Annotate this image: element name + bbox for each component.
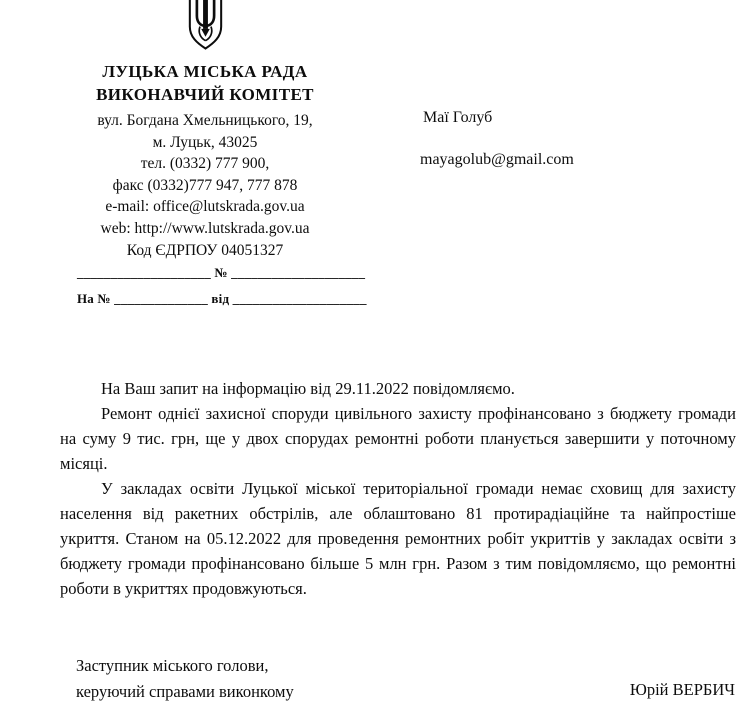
body-paragraph-3: У закладах освіти Луцької міської територіальної громади немає сховищ для захисту населення від ракетних обстрілів, але облаштовано 81 протирадіаційне та найпростіше укриття. Станом на 05.12.2022 для проведення ремонтних робіт укриттів у закладах освіти з бюджету громади профінансовано більше 5 млн грн. Разом з тим повідомляємо, що ремонтні роботи в укриттях продовжуються. xyxy=(60,479,736,598)
outgoing-number-line: ____________________ № ____________________ xyxy=(77,265,366,280)
signer-name: Юрій ВЕРБИЧ xyxy=(629,680,735,699)
address-edrpou: Код ЄДРПОУ 04051327 xyxy=(126,241,284,259)
address-fax: факс (0332)777 947, 777 878 xyxy=(112,176,298,194)
body-paragraph-2: Ремонт однієї захисної споруди цивільного захисту профінансовано з бюджету громади на суму 9 тис. грн, ще у двох спорудах ремонтні роботи планується завершити у поточному місяці. xyxy=(60,404,736,473)
letter-body xyxy=(60,376,736,601)
letterhead-address-block xyxy=(40,110,370,261)
signer-title-line2: керуючий справами виконкому xyxy=(76,682,294,701)
address-email: e-mail: office@lutskrada.gov.ua xyxy=(105,198,305,216)
address-phone: тел. (0332) 777 900, xyxy=(140,155,270,173)
address-city: м. Луцьк, 43025 xyxy=(152,133,258,151)
recipient-email: mayagolub@gmail.com xyxy=(420,151,574,168)
signer-title xyxy=(76,653,294,705)
recipient-name: Маї Голуб xyxy=(423,109,493,126)
ukraine-trident-icon xyxy=(182,0,229,59)
org-name-line1: ЛУЦЬКА МІСЬКА РАДА xyxy=(102,62,308,81)
org-name-line2: ВИКОНАВЧИЙ КОМІТЕТ xyxy=(96,85,314,104)
incoming-number-line: На № ______________ від ____________________ xyxy=(77,291,367,306)
body-paragraph-1: На Ваш запит на інформацію від 29.11.2022 повідомляємо. xyxy=(101,379,515,398)
address-website: web: http://www.lutskrada.gov.ua xyxy=(100,219,310,237)
signer-title-line1: Заступник міського голови, xyxy=(76,656,269,675)
address-street: вул. Богдана Хмельницького, 19, xyxy=(97,112,313,129)
